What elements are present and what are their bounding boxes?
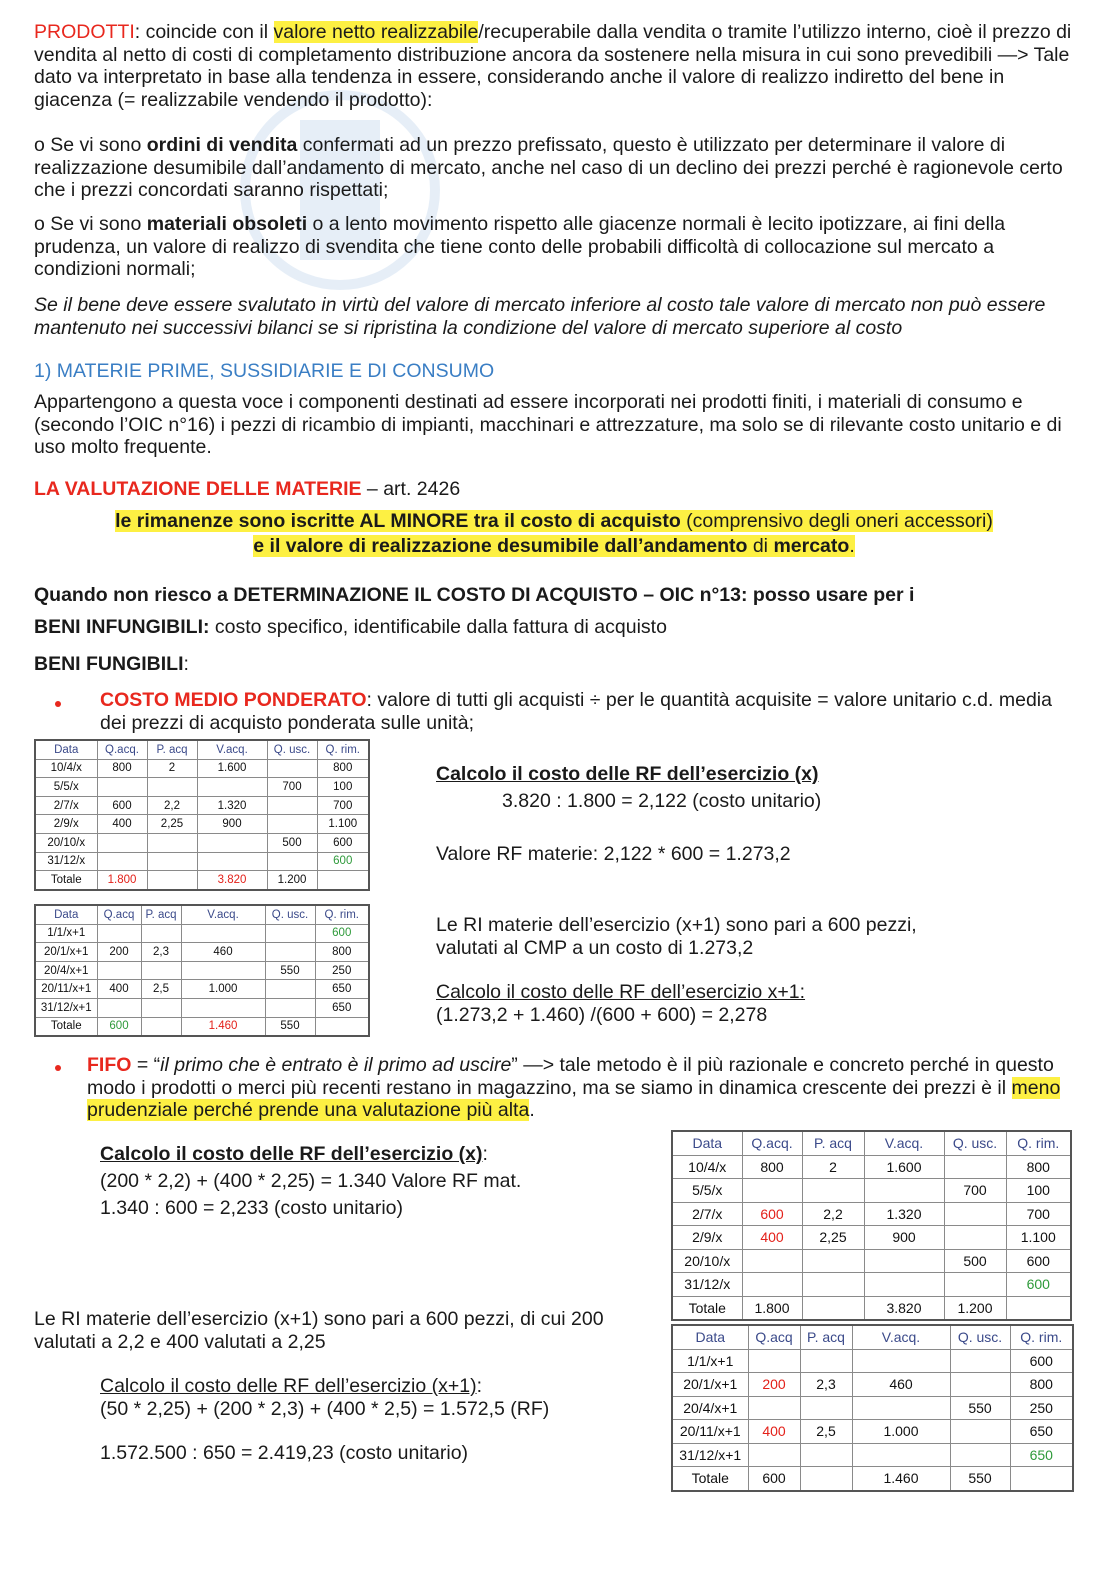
fifo-bullet bbox=[55, 1065, 61, 1071]
table-cell: Q. usc. bbox=[944, 1131, 1006, 1155]
table-cell: 2/9/x bbox=[35, 815, 97, 834]
table-row bbox=[35, 759, 369, 778]
obsoleti-pre: o Se vi sono bbox=[34, 213, 147, 235]
fifo-eq: = “ bbox=[131, 1054, 161, 1076]
table-cell: 1.000 bbox=[181, 980, 265, 999]
table-cell: 650 bbox=[315, 998, 369, 1017]
table-cell bbox=[181, 998, 265, 1017]
table-cell: 800 bbox=[1006, 1155, 1071, 1179]
table-row bbox=[35, 815, 369, 834]
cmp-calc-line1: 3.820 : 1.800 = 2,122 (costo unitario) bbox=[502, 790, 822, 812]
table-cell bbox=[852, 1443, 950, 1467]
fifo-paragraph bbox=[87, 1054, 1077, 1122]
table-row bbox=[35, 924, 369, 943]
table-cell bbox=[944, 1273, 1006, 1297]
th-vacq: V.acq. bbox=[197, 740, 267, 759]
intro-highlight: valore netto realizzabile bbox=[273, 21, 479, 43]
table-cell: Q.acq. bbox=[742, 1131, 802, 1155]
table-cell: 600 bbox=[97, 1017, 141, 1036]
table-cell: 1.100 bbox=[1006, 1226, 1071, 1250]
table-cell: V.acq. bbox=[864, 1131, 944, 1155]
table-cell: 20/4/x+1 bbox=[672, 1396, 748, 1420]
table-cell: 600 bbox=[1006, 1273, 1071, 1297]
table-cell: 550 bbox=[265, 961, 315, 980]
table-row bbox=[672, 1443, 1073, 1467]
valutazione-rule-line2 bbox=[34, 535, 1074, 558]
table-cell bbox=[315, 1017, 369, 1036]
table-cell bbox=[265, 980, 315, 999]
table-cell: 500 bbox=[944, 1249, 1006, 1273]
cmp-bullet bbox=[55, 701, 61, 707]
table-cell bbox=[197, 778, 267, 797]
prodotti-label: PRODOTTI bbox=[34, 21, 135, 43]
table-cell bbox=[97, 778, 147, 797]
table-cell: 550 bbox=[950, 1467, 1010, 1491]
table-cell bbox=[800, 1467, 852, 1491]
table-row bbox=[35, 833, 369, 852]
table-cell: 2 bbox=[147, 759, 197, 778]
table-row bbox=[35, 961, 369, 980]
rule1-bold: le rimanenze sono iscritte AL MINORE tra il costo di acquisto bbox=[115, 510, 681, 532]
table-cell: 700 bbox=[317, 796, 369, 815]
table-cell: 800 bbox=[317, 759, 369, 778]
table-cell: 31/12/x bbox=[35, 852, 97, 871]
table-cell: 200 bbox=[748, 1373, 800, 1397]
table-cell bbox=[267, 759, 317, 778]
table-row bbox=[35, 796, 369, 815]
table-cell: 700 bbox=[1006, 1202, 1071, 1226]
table-cell: 2,2 bbox=[147, 796, 197, 815]
table-row bbox=[672, 1349, 1073, 1373]
table-cell bbox=[742, 1273, 802, 1297]
table-cell bbox=[802, 1273, 864, 1297]
ordini-paragraph bbox=[34, 134, 1084, 202]
table-cell: 2,5 bbox=[141, 980, 181, 999]
table-total-row bbox=[35, 1017, 369, 1036]
table-cell: 550 bbox=[265, 1017, 315, 1036]
table-cell: 600 bbox=[317, 852, 369, 871]
table-cell bbox=[265, 998, 315, 1017]
fifo-calc-line2: 1.340 : 600 = 2,233 (costo unitario) bbox=[100, 1197, 403, 1219]
th-qacq: Q.acq. bbox=[97, 740, 147, 759]
table-cell: 10/4/x bbox=[672, 1155, 742, 1179]
italic-note: Se il bene deve essere svalutato in virtù del valore di mercato inferiore al costo tale valore di mercato non può essere mantenuto nei successivi bilanci se si ripristina la condizione del valore di mercato superiore al costo bbox=[34, 294, 1046, 339]
table-cell: 600 bbox=[1010, 1349, 1073, 1373]
table-cell: 3.820 bbox=[864, 1296, 944, 1320]
table-cell: 20/1/x+1 bbox=[672, 1373, 748, 1397]
cmp-text: : valore di tutti gli acquisti ÷ per le quantità acquisite = valore unitario c.d. media dei prezzi di acquisto ponderata sulle unità; bbox=[100, 689, 1052, 734]
costo-acquisto-heading: Quando non riesco a DETERMINAZIONE IL COSTO DI ACQUISTO – OIC n°13: posso usare per i bbox=[34, 584, 915, 606]
table-cell: 2,3 bbox=[800, 1373, 852, 1397]
fifo-label: FIFO bbox=[87, 1054, 132, 1076]
table-cell bbox=[317, 871, 369, 890]
table-row bbox=[672, 1179, 1071, 1203]
table-cell: Q.acq bbox=[97, 905, 141, 924]
table-cell bbox=[141, 961, 181, 980]
cmp-table-x1 bbox=[34, 904, 370, 1037]
cmp-ri-line2: valutati al CMP a un costo di 1.273,2 bbox=[436, 937, 754, 959]
table-cell: 250 bbox=[1010, 1396, 1073, 1420]
table-cell: 460 bbox=[852, 1373, 950, 1397]
table-cell: 2 bbox=[802, 1155, 864, 1179]
table-cell: Totale bbox=[35, 1017, 97, 1036]
fifo-calc-colon: : bbox=[482, 1143, 488, 1165]
table-cell: 2/7/x bbox=[672, 1202, 742, 1226]
table-cell: 2/9/x bbox=[672, 1226, 742, 1250]
table-cell: Totale bbox=[35, 871, 97, 890]
table-header-row bbox=[35, 905, 369, 924]
table-cell bbox=[147, 833, 197, 852]
table-cell: 550 bbox=[950, 1396, 1010, 1420]
table-cell: 800 bbox=[1010, 1373, 1073, 1397]
table-cell: 700 bbox=[267, 778, 317, 797]
table-cell: 2,25 bbox=[802, 1226, 864, 1250]
table-cell: 2,5 bbox=[800, 1420, 852, 1444]
table-cell bbox=[267, 852, 317, 871]
table-cell bbox=[748, 1443, 800, 1467]
table-cell bbox=[950, 1349, 1010, 1373]
table-cell bbox=[267, 815, 317, 834]
table-cell: 1.320 bbox=[864, 1202, 944, 1226]
fifo-table-x1 bbox=[671, 1324, 1074, 1492]
table-cell: 20/1/x+1 bbox=[35, 943, 97, 962]
table-cell bbox=[1010, 1467, 1073, 1491]
table-row bbox=[672, 1273, 1071, 1297]
table-row bbox=[672, 1420, 1073, 1444]
fungibili-line bbox=[34, 653, 189, 676]
valutazione-title: LA VALUTAZIONE DELLE MATERIE bbox=[34, 478, 362, 500]
table-cell bbox=[950, 1420, 1010, 1444]
table-cell bbox=[950, 1443, 1010, 1467]
table-cell bbox=[141, 998, 181, 1017]
table-cell: 1.200 bbox=[944, 1296, 1006, 1320]
table-cell: 2,3 bbox=[141, 943, 181, 962]
rule2-bold: e il valore di realizzazione desumibile dall’andamento bbox=[253, 535, 748, 557]
table-cell: 1.100 bbox=[317, 815, 369, 834]
table-cell bbox=[802, 1179, 864, 1203]
fifo-table-x bbox=[671, 1130, 1072, 1321]
table-cell: 1.460 bbox=[852, 1467, 950, 1491]
table-row bbox=[672, 1396, 1073, 1420]
table-cell: 1.800 bbox=[97, 871, 147, 890]
table-row bbox=[35, 778, 369, 797]
table-row bbox=[35, 852, 369, 871]
table-cell: 600 bbox=[317, 833, 369, 852]
table-row bbox=[672, 1373, 1073, 1397]
table-cell: V.acq. bbox=[181, 905, 265, 924]
rule1-rest: (comprensivo degli oneri accessori) bbox=[680, 510, 993, 532]
table-cell bbox=[141, 924, 181, 943]
table-cell: Q. usc. bbox=[265, 905, 315, 924]
table-row bbox=[35, 980, 369, 999]
table-cell: P. acq bbox=[141, 905, 181, 924]
table-cell bbox=[147, 871, 197, 890]
table-cell bbox=[852, 1396, 950, 1420]
table-header-row bbox=[35, 740, 369, 759]
table-cell bbox=[802, 1296, 864, 1320]
table-cell bbox=[802, 1249, 864, 1273]
table-cell: 5/5/x bbox=[672, 1179, 742, 1203]
table-cell: 200 bbox=[97, 943, 141, 962]
table-cell bbox=[265, 943, 315, 962]
table-row bbox=[672, 1202, 1071, 1226]
table-cell bbox=[864, 1249, 944, 1273]
table-row bbox=[672, 1249, 1071, 1273]
table-cell: 600 bbox=[742, 1202, 802, 1226]
table-cell bbox=[97, 998, 141, 1017]
table-cell bbox=[265, 924, 315, 943]
table-cell: 400 bbox=[742, 1226, 802, 1250]
table-row bbox=[672, 1155, 1071, 1179]
th-qusc: Q. usc. bbox=[267, 740, 317, 759]
table-cell: 800 bbox=[97, 759, 147, 778]
table-cell: 400 bbox=[748, 1420, 800, 1444]
rule2-bold2: mercato bbox=[773, 535, 850, 557]
infungibili-text: costo specifico, identificabile dalla fattura di acquisto bbox=[209, 616, 667, 638]
table-cell: 700 bbox=[944, 1179, 1006, 1203]
table-cell: Totale bbox=[672, 1296, 742, 1320]
table-cell bbox=[800, 1349, 852, 1373]
fifo-calc2-title-line bbox=[100, 1375, 482, 1398]
table-cell bbox=[181, 924, 265, 943]
table-cell bbox=[864, 1179, 944, 1203]
table-cell: 250 bbox=[315, 961, 369, 980]
table-cell: 20/11/x+1 bbox=[672, 1420, 748, 1444]
cmp-calc-title: Calcolo il costo delle RF dell’esercizio (x) bbox=[436, 763, 819, 785]
table-cell bbox=[944, 1155, 1006, 1179]
table-row bbox=[35, 998, 369, 1017]
table-cell: 1.800 bbox=[742, 1296, 802, 1320]
table-total-row bbox=[672, 1467, 1073, 1491]
table-cell: 1.600 bbox=[864, 1155, 944, 1179]
cmp-paragraph bbox=[100, 689, 1080, 734]
table-cell: 20/11/x+1 bbox=[35, 980, 97, 999]
table-cell: Totale bbox=[672, 1467, 748, 1491]
table-cell: P. acq bbox=[800, 1325, 852, 1349]
table-cell: Data bbox=[35, 905, 97, 924]
obsoleti-bold: materiali obsoleti bbox=[146, 213, 308, 235]
table-row bbox=[672, 1226, 1071, 1250]
table-cell: Q. rim. bbox=[315, 905, 369, 924]
table-cell bbox=[864, 1273, 944, 1297]
fifo-end: . bbox=[529, 1099, 535, 1121]
table-cell: 2/7/x bbox=[35, 796, 97, 815]
table-cell bbox=[742, 1249, 802, 1273]
table-cell bbox=[97, 924, 141, 943]
fifo-calc2-line1: (50 * 2,25) + (200 * 2,3) + (400 * 2,5) = 1.572,5 (RF) bbox=[100, 1398, 550, 1420]
table-cell: 600 bbox=[1006, 1249, 1071, 1273]
table-cell: 650 bbox=[1010, 1443, 1073, 1467]
table-cell bbox=[141, 1017, 181, 1036]
table-header-row bbox=[672, 1325, 1073, 1349]
table-cell: Q. rim. bbox=[1006, 1131, 1071, 1155]
table-cell: Data bbox=[672, 1131, 742, 1155]
fungibili-colon: : bbox=[183, 653, 189, 675]
table-cell: 600 bbox=[748, 1467, 800, 1491]
fifo-highlight: meno prudenziale perché prende una valutazione più alta bbox=[87, 1076, 1061, 1121]
table-cell: 400 bbox=[97, 815, 147, 834]
th-qrim: Q. rim. bbox=[317, 740, 369, 759]
table-cell bbox=[800, 1396, 852, 1420]
fungibili-label: BENI FUNGIBILI bbox=[34, 653, 184, 675]
valutazione-heading bbox=[34, 478, 460, 501]
table-cell: 1.200 bbox=[267, 871, 317, 890]
th-pacq: P. acq bbox=[147, 740, 197, 759]
table-cell: 460 bbox=[181, 943, 265, 962]
table-cell bbox=[944, 1202, 1006, 1226]
section1-heading: 1) MATERIE PRIME, SUSSIDIARIE E DI CONSUMO bbox=[34, 360, 495, 382]
fifo-calc-title: Calcolo il costo delle RF dell’esercizio (x) bbox=[100, 1143, 483, 1165]
table-cell: 3.820 bbox=[197, 871, 267, 890]
cmp-calc2-line: (1.273,2 + 1.460) /(600 + 600) = 2,278 bbox=[436, 1004, 768, 1026]
fifo-text: ” —> tale metodo è il più razionale e concreto perché in questo modo i prodotti o merci più recenti restano in magazzino, ma se siamo in dinamica crescente dei prezzi è il bbox=[87, 1054, 1054, 1099]
table-cell: 400 bbox=[97, 980, 141, 999]
table-cell bbox=[197, 852, 267, 871]
ordini-pre: o Se vi sono bbox=[34, 134, 147, 156]
table-cell: 31/12/x+1 bbox=[35, 998, 97, 1017]
table-cell: 20/4/x+1 bbox=[35, 961, 97, 980]
table-cell: P. acq bbox=[802, 1131, 864, 1155]
table-cell bbox=[742, 1179, 802, 1203]
table-cell: 10/4/x bbox=[35, 759, 97, 778]
table-cell bbox=[800, 1443, 852, 1467]
valutazione-rule-line1 bbox=[34, 510, 1074, 533]
table-cell: 100 bbox=[317, 778, 369, 797]
table-cell bbox=[267, 796, 317, 815]
infungibili-line bbox=[34, 616, 667, 639]
cmp-table-x bbox=[34, 739, 370, 891]
table-cell: 650 bbox=[315, 980, 369, 999]
table-cell: 800 bbox=[742, 1155, 802, 1179]
table-cell bbox=[181, 961, 265, 980]
table-cell: 600 bbox=[315, 924, 369, 943]
table-cell: 650 bbox=[1010, 1420, 1073, 1444]
fifo-calc-line1: (200 * 2,2) + (400 * 2,25) = 1.340 Valore RF mat. bbox=[100, 1170, 522, 1192]
table-cell bbox=[748, 1349, 800, 1373]
table-cell: 31/12/x+1 bbox=[672, 1443, 748, 1467]
table-total-row bbox=[672, 1296, 1071, 1320]
cmp-ri-line1: Le RI materie dell’esercizio (x+1) sono pari a 600 pezzi, bbox=[436, 914, 917, 936]
rule2-mid: di bbox=[747, 535, 774, 557]
table-cell: 5/5/x bbox=[35, 778, 97, 797]
table-cell: 20/10/x bbox=[35, 833, 97, 852]
table-cell: 2,2 bbox=[802, 1202, 864, 1226]
table-cell: Q. usc. bbox=[950, 1325, 1010, 1349]
fifo-calc2-line2: 1.572.500 : 650 = 2.419,23 (costo unitario) bbox=[100, 1442, 469, 1464]
table-cell: 1.460 bbox=[181, 1017, 265, 1036]
infungibili-label: BENI INFUNGIBILI: bbox=[34, 616, 210, 638]
table-cell bbox=[944, 1226, 1006, 1250]
table-row bbox=[35, 943, 369, 962]
table-cell: 500 bbox=[267, 833, 317, 852]
valutazione-ref: – art. 2426 bbox=[361, 478, 461, 500]
table-cell: 600 bbox=[97, 796, 147, 815]
fifo-calc-title-line bbox=[100, 1143, 488, 1166]
intro-text-2: /recuperabile dalla vendita o tramite l’utilizzo interno, cioè il prezzo di vendita al netto di costi di completamento distribuzione ancora da sostenere nella misura in cui sono prevedibili —> Tale dato va interpretato in base alla tendenza in essere, considerando anche il valore di realizzo indiretto del bene in giacenza (= realizzabile vendendo il prodotto): bbox=[34, 21, 1072, 111]
cmp-calc2-title: Calcolo il costo delle RF dell’esercizio x+1: bbox=[436, 981, 806, 1003]
table-cell: 1/1/x+1 bbox=[672, 1349, 748, 1373]
table-cell bbox=[97, 833, 147, 852]
fifo-calc2-colon: : bbox=[476, 1375, 483, 1397]
table-cell: Q. rim. bbox=[1010, 1325, 1073, 1349]
ordini-post: confermati ad un prezzo prefissato, questo è utilizzato per determinare il valore di realizzazione desumibile dall’andamento di mercato, anche nel caso di un declino dei prezzi perché è ragionevole certo che i prezzi concordati saranno rispettati; bbox=[34, 134, 1063, 201]
table-cell: 800 bbox=[315, 943, 369, 962]
table-cell: 100 bbox=[1006, 1179, 1071, 1203]
cmp-label: COSTO MEDIO PONDERATO bbox=[100, 689, 367, 711]
fifo-calc2-title: Calcolo il costo delle RF dell’esercizio (x+1) bbox=[100, 1375, 477, 1397]
table-cell bbox=[748, 1396, 800, 1420]
ordini-bold: ordini di vendita bbox=[146, 134, 298, 156]
table-cell: 31/12/x bbox=[672, 1273, 742, 1297]
cmp-calc-line2: Valore RF materie: 2,122 * 600 = 1.273,2 bbox=[436, 843, 791, 865]
table-cell: 1/1/x+1 bbox=[35, 924, 97, 943]
table-header-row bbox=[672, 1131, 1071, 1155]
table-cell: Data bbox=[672, 1325, 748, 1349]
intro-paragraph bbox=[34, 21, 1084, 111]
table-cell: 900 bbox=[197, 815, 267, 834]
table-cell bbox=[852, 1349, 950, 1373]
fifo-ri-text: Le RI materie dell’esercizio (x+1) sono pari a 600 pezzi, di cui 200 valutati a 2,2 e 400 valutati a 2,25 bbox=[34, 1308, 604, 1353]
table-cell: 2,25 bbox=[147, 815, 197, 834]
table-cell bbox=[147, 852, 197, 871]
table-cell: 1.000 bbox=[852, 1420, 950, 1444]
table-total-row bbox=[35, 871, 369, 890]
th-data: Data bbox=[35, 740, 97, 759]
table-cell bbox=[197, 833, 267, 852]
obsoleti-post: o a lento movimento rispetto alle giacenze normali è lecito ipotizzare, ai fini della prudenza, un valore di realizzo di svendita che tiene conto delle probabili difficoltà di collocazione sul mercato a condizioni normali; bbox=[34, 213, 1006, 280]
table-cell bbox=[147, 778, 197, 797]
intro-text-1: : coincide con il bbox=[134, 21, 274, 43]
table-cell: V.acq. bbox=[852, 1325, 950, 1349]
table-cell: 1.320 bbox=[197, 796, 267, 815]
table-cell bbox=[97, 961, 141, 980]
table-cell bbox=[950, 1373, 1010, 1397]
obsoleti-paragraph bbox=[34, 213, 1084, 281]
table-cell: 20/10/x bbox=[672, 1249, 742, 1273]
table-cell: Q.acq bbox=[748, 1325, 800, 1349]
table-cell bbox=[97, 852, 147, 871]
rule2-end: . bbox=[849, 535, 855, 557]
table-cell: 900 bbox=[864, 1226, 944, 1250]
table-cell: 1.600 bbox=[197, 759, 267, 778]
fifo-quote: il primo che è entrato è il primo ad uscire bbox=[160, 1054, 512, 1076]
table-cell bbox=[1006, 1296, 1071, 1320]
section1-text: Appartengono a questa voce i componenti destinati ad essere incorporati nei prodotti finiti, i materiali di consumo e (secondo l’OIC n°16) i pezzi di ricambio di impianti, macchinari e attrezzature, ma solo se di rilevante costo unitario e di uso molto frequente. bbox=[34, 391, 1062, 458]
